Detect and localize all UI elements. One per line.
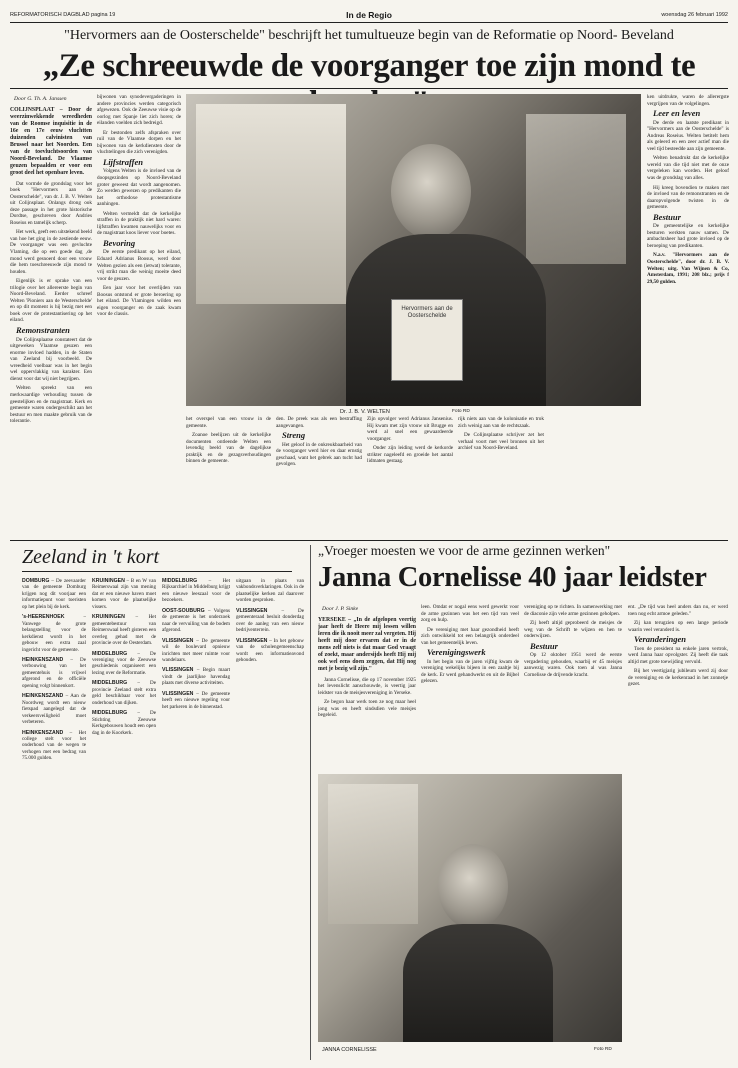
section-rule	[10, 540, 728, 541]
news-item	[162, 608, 230, 634]
news-place: HEINKENSZAND	[22, 729, 64, 736]
article2-column-4	[628, 604, 728, 1060]
article2-kicker: „Vroeger moesten we voor de arme gezinnen werken"	[318, 543, 611, 558]
paragraph: Eigenlijk is er sprake van een trilogie over het allereerste begin van Noord-Beveland. Eerder schreef Welten 'Pioniers aan de Westerschelde' en op dit moment is hij bezig met een boek over de protestantisering op het eiland.	[10, 278, 92, 324]
article1-column-1	[10, 94, 92, 534]
news-place: MIDDELBURG	[162, 578, 198, 584]
news-item	[162, 667, 230, 686]
paragraph: Een jaar voor het overlijden van Boosus ontstond er grote beroering op het eiland. De Vlamingen wilden een eigen voorganger en de zaak kwam voor de classis.	[97, 285, 181, 318]
news-place: HEINKENSZAND	[22, 656, 64, 663]
news-item	[22, 693, 86, 725]
paragraph: Welten vermeldt dat de kerkelijke straffen in de praktijk niet hard waren: lijfstraffen kwamen nauwelijks voor en de magistraat koos liever voor boetes.	[97, 210, 181, 237]
news-item	[22, 657, 86, 689]
news-place: VLISSINGEN	[162, 690, 194, 697]
paragraph: Hij kreeg bovendien te maken met de invloed van de remonstranten en de daaropvolgende twisten in de gemeente.	[647, 184, 729, 211]
paragraph: De eerste predikant op het eiland, Eduard Adrianus Boosus, werd door Welten gezien als een (ietwat) tolerante, vrij strikt man die weinig moeite deed voor de geuzen.	[97, 249, 181, 282]
news-text: – Het college stelt voor het onderhoud van de wegen te verhogen met een bedrag van 75.000 gulden.	[22, 729, 86, 762]
news-text: – De Stichting Zeeuwse Kerkgebouwen houdt een open dag in de Koorkerk.	[92, 710, 156, 736]
article1-headline: „Ze schreeuwde de voorganger toe zijn mond te	[42, 48, 696, 84]
news-text: – Het Rijksarchief in Middelburg krijgt een nieuwe leeszaal voor de bezoekers.	[162, 578, 230, 604]
news-text: – De verbouwing van het gemeentehuis is vrijwel afgerond en de officiële opening volgt binnenkort.	[22, 656, 86, 689]
paragraph: Er bestonden zelfs afspraken over ruil van de Vlaamse dorpen en het bijwonen van de kerkdiensten door de vluchtelingen die zich verenigden.	[97, 129, 181, 156]
subheading-leer-en-leven: Leer en leven	[653, 108, 701, 119]
news-place: OOST-SOUBURG	[162, 607, 205, 614]
article1-column-4	[276, 416, 362, 534]
article1-column-3	[186, 416, 271, 534]
news-item	[236, 608, 304, 634]
subheading-remonstranten: Remonstranten	[16, 325, 70, 336]
subheading-streng: Streng	[282, 430, 306, 441]
news-text: – De gemeenteraad besluit donderdag over de aanleg van een nieuw bedrijventerrein.	[236, 607, 304, 634]
zeeland-column-1	[22, 578, 86, 1060]
zeeland-column-4	[236, 578, 304, 1060]
portrait-head	[391, 144, 471, 239]
news-place: HEINKENSZAND	[22, 693, 64, 700]
paragraph: vereniging op te richten. In samenwerking met de diaconie zijn vele arme gezinnen geholpen.	[524, 604, 622, 617]
paragraph: Toen de president na enkele jaren vertrok, werd Janna haar opvolgster. Zij heeft die taak altijd met grote toewijding vervuld.	[628, 645, 728, 665]
news-place: VLISSINGEN	[162, 637, 194, 644]
masthead-section: In de Regio	[346, 10, 392, 20]
paragraph: In het begin van de jaren vijftig kwam de vereniging wekelijks bijeen in een zaaltje bij de kerk. Er werd gehandwerkt en uit de Bijbel gelezen.	[421, 658, 519, 685]
window-light	[196, 104, 346, 304]
article1-column-6	[458, 416, 544, 534]
news-place: VLISSINGEN	[236, 607, 268, 614]
news-item	[92, 680, 156, 706]
paragraph: Ze begon haar werk toen ze nog maar heel jong was en heeft sindsdien vele meisjes begeleid.	[318, 699, 416, 719]
news-item	[92, 651, 156, 677]
article2-column-1	[318, 604, 416, 768]
news-text: – De provincie Zeeland stelt extra geld beschikbaar voor het onderhoud van dijken.	[92, 680, 156, 706]
photo2-credit: Foto RD	[594, 1047, 612, 1052]
paragraph: Janna Cornelisse, die op 17 november 1925 het levenslicht aanschouwde, is veertig jaar leidster van de meisjesvereniging in Yerseke.	[318, 676, 416, 696]
masthead-paper-page: REFORMATORISCH DAGBLAD pagina 19	[10, 12, 116, 18]
news-place: KRUININGEN	[92, 614, 125, 621]
paragraph: rijk niets aan van de kolonisatie en trok zich weinig aan van de rechtszaak.	[458, 416, 544, 429]
news-item	[92, 710, 156, 736]
portrait-head	[438, 844, 508, 929]
paragraph: ken uitdrukte, waren de allerergste vergrijpen van de volgelingen.	[647, 94, 729, 107]
paragraph: ent. „De tijd was heel anders dan nu, er werd toen nog echt armoe geleden."	[628, 604, 728, 617]
book-title: Hervormers aan de Oosterschelde	[401, 306, 453, 319]
news-item	[92, 614, 156, 646]
book-reference: N.a.v. "Hervormers aan de Oosterschelde", door dr. J. B. V. Welten; uitg. Van Wijnen & Co, Amsterdam, 1991; 208 blz.; prijs f 29,50 gulden.	[647, 252, 729, 285]
paragraph: Bij het veertigjarig jubileum werd zij door de vereniging en de kerkenraad in het zonnetje gezet.	[628, 668, 728, 688]
article2-column-2	[421, 604, 519, 768]
news-place: MIDDELBURG	[92, 680, 128, 687]
article1-column-5	[367, 416, 453, 534]
paragraph: het overspel van een vrouw in de gemeente.	[186, 416, 271, 429]
news-text: – Volgens de gemeente is het onderzoek naar de vervuiling van de bodem afgerond.	[162, 607, 230, 634]
paragraph: Zij heeft altijd geprobeerd de meisjes de weg van de Schrift te wijzen en hen te onderwijzen.	[524, 620, 622, 640]
news-text: – De zeevaarder van de gemeente Domburg krijgen nog dit voorjaar een informatiepunt voor toeristen op het plein bij de kerk.	[22, 578, 86, 610]
paragraph: den. De preek was als een bestraffing aangevangen.	[276, 416, 362, 429]
subheading-bestuur: Bestuur	[653, 211, 681, 222]
subheading-veranderingen: Veranderingen	[634, 634, 686, 645]
paragraph: Dat vormde de grondslag voor het boek "Hervormers aan de Oosterschelde", van dr. J. B. V. Welten uit Colijnsplaat. Onlangs drong ook deze passage in het grote historische Dordtse, geschreven door Andries Roseius en tamelijk scherp.	[10, 180, 92, 226]
news-item	[162, 638, 230, 664]
photo2-caption: JANNA CORNELISSE	[322, 1047, 377, 1053]
paragraph: Zijn opvolger werd Adrianus Jansenius. Hij kwam met zijn vrouw uit Brugge en werd al snel een gewaardeerde voorganger.	[367, 416, 453, 442]
news-item	[162, 691, 230, 710]
masthead-date: woensdag 26 februari 1992	[661, 12, 728, 18]
paragraph: De gemeentelijke en kerkelijke besturen werkten nauw samen. De ambachtsheer had grote invloed op de beroeping van predikanten.	[647, 223, 729, 249]
news-item	[236, 578, 304, 604]
welten-photo	[186, 94, 641, 406]
subheading-verenigingswerk: Verenigingswerk	[427, 647, 486, 658]
paragraph: Het geloof in de onkreukbaarheid van de voorganger werd hier en daar ernstig geschaad, want het gebrek aan tucht had gevolgen.	[276, 441, 362, 468]
news-text: – De vereniging voor de Zeeuwse geschiedenis organiseert een lezing over de Reformatie.	[92, 650, 156, 676]
news-text: uitgaan in plaats van vakbondsverklaringen. Ook in de plaatselijke kerken zal daarover worden gesproken.	[236, 578, 304, 604]
news-text: – Begin maart vindt de jaarlijkse havendag plaats met diverse activiteiten.	[162, 667, 230, 687]
article1-byline: Door G. Th. A. Janssen	[14, 96, 67, 102]
photo1-caption: Dr. J. B. V. WELTEN	[340, 409, 390, 415]
zeeland-column-3	[162, 578, 230, 1060]
paragraph: De derde en laatste predikant in "Hervormers aan de Oosterschelde" is Andreas Roseius. Welten betitelt hem als geleerd en een zeer actief man die veel tijd besteedde aan zijn gemeente.	[647, 119, 729, 152]
paragraph: bijwonen van synodevergaderingen in andere provincies werden categorisch afgewezen. Ook de Zeeuwse visie op de oorlog met Spanje liet zich horen; de eilanden voelden zich bedreigd.	[97, 94, 181, 127]
paragraph: Op 12 oktober 1951 werd de eerste vergadering gehouden, waarbij er 45 meisjes aanwezig waren. Ook toen al was Janna Cornelisse de drijvende kracht.	[524, 652, 622, 678]
news-text: – De gemeente heeft een nieuwe regeling voor het parkeren in de binnenstad.	[162, 690, 230, 710]
news-text: – In het gebouw van de scholengemeenschap wordt een informatieavond gehouden.	[236, 637, 304, 663]
news-text: – Aan de Noordweg wordt een nieuw fietspad aangelegd dat de verkeersveiligheid moet verbeteren.	[22, 693, 86, 726]
masthead	[10, 10, 728, 23]
news-text: – B en W van Reimerswaal zijn van mening dat er een nieuwe haven moet komen voor de plaatselijke vissers.	[92, 578, 156, 610]
news-text: – Het gemeentebestuur van Reimerswaal heeft gisteren een overleg gehad met de provincie over de Oesterdam.	[92, 614, 156, 647]
news-item	[22, 578, 86, 610]
news-item	[92, 578, 156, 610]
news-text: – Vanwege de grote belangstelling voor de kerkdienst wordt in het gebouw een extra zaal ingericht voor de gemeente.	[22, 614, 86, 653]
news-item	[236, 638, 304, 664]
news-item	[22, 730, 86, 762]
news-place: 's-HEERENHOEK	[22, 614, 65, 621]
article2-lead: YERSEKE – „In de afgelopen veertig jaar heeft de Heere mij lessen willen leren die ik nooit meer zal vergeten. Hij heeft mij door ervaren dat er in de mens zelf niets is dat maar God vraagt of zoekt, maar andersijds heeft Hij mij ook wel eens doen zeggen, dat Hij nog met je bezig wil zijn."	[318, 616, 416, 672]
paragraph: Welten spreekt van een merkwaardige verhouding tussen de geestelijken en de magistraat. Kerk en gemeente waren ondergeschikt aan het bestuur en men maakte gebruik van de tolerantie.	[10, 385, 92, 425]
paragraph: Welten benadrukt dat de kerkelijke wereld van die tijd niet met de onze vergeleken kan worden. Het geloof was de grondslag van alles.	[647, 155, 729, 182]
subheading-lijfstraffen: Lijfstraffen	[103, 156, 143, 167]
paragraph: Volgens Welten is de invloed van de doopsgezinden op Noord-Beveland groter geweest dat wordt aangenomen. Zo werden gewezen op predikanten die het orthodoxe protestantisme aanhingen.	[97, 168, 181, 208]
paragraph: Zoanoe beelijzen uit de kerkelijke documenten ontleende Welten een levendig beeld van de dagelijkse praktijk en de gezagsverhoudingen binnen de gemeente.	[186, 432, 271, 465]
article2-byline: Door J. P. Sinke	[322, 606, 359, 612]
paragraph: Het werk, geeft een uitstekend beeld van hoe het ging in de zestiende eeuw. De voorganger was een gevluchte Vlaming, die op een goede dag ‚de mond werd gesnoerd door een vrouw die hem toeschreeuwde zijn mond te houden.	[10, 229, 92, 275]
news-item	[22, 614, 86, 653]
paragraph: Onder zijn leiding werd de kerkorde strikter nageleefd en groeide het aantal lidmaten gestaag.	[367, 445, 453, 465]
paragraph: De Colijnsplaatse constateert dat de uitgeweken Vlaamse geuzen een enorme invloed hadden, in de Staten van Zeeland bij voorbeeld. De wreedheid voelbaar was in het begin wel oppervlakkig van karakter. Een dienst voor dat wij niet begrijpen.	[10, 336, 92, 382]
news-place: VLISSINGEN	[162, 667, 194, 674]
book-cover	[391, 299, 463, 381]
news-place: MIDDELBURG	[92, 710, 128, 717]
portrait-body	[403, 924, 553, 1042]
paragraph: leen. Omdat er nogal eens werd gewerkt voor de arme gezinnen was het een tijd van veel zorg en hulp.	[421, 604, 519, 624]
paragraph: Zij kan terugzien op een lange periode waarin veel veranderd is.	[628, 620, 728, 633]
news-place: VLISSINGEN	[236, 637, 268, 644]
article1-kicker: "Hervormers aan de Oosterschelde" beschrijft het tumultueuze begin van de Reformatie op Noord- Beveland	[64, 28, 674, 43]
photo1-credit: Foto RD	[452, 409, 470, 414]
news-place: KRUININGEN	[92, 578, 125, 584]
section-divider	[310, 545, 311, 1060]
news-text: – De gemeente wil de boulevard opnieuw inrichten met meer ruimte voor wandelaars.	[162, 637, 230, 663]
article2-headline: Janna Cornelisse 40 jaar leidster	[318, 562, 707, 593]
cornelisse-photo	[318, 774, 622, 1042]
news-place: MIDDELBURG	[92, 650, 128, 657]
article1-column-7	[647, 94, 729, 534]
news-item	[162, 578, 230, 604]
headline-rule	[10, 88, 728, 89]
window-light	[328, 784, 418, 924]
window-light	[526, 114, 626, 264]
article1-lead: COLIJNSPLAAT – Door de weerzinwekkende wreedheden van de Roomse inquisitie in de 16e en 17e eeuw vluchtten duizenden calvinisten van Brussel naar het Noorden. Een van de toevluchtsoorden van Noord-Beveland. De Vlaamse geuzen bepaalden er voor een groot deel het openbare leven.	[10, 106, 92, 176]
paragraph: De Colijnsplaatse schrijver zet het verhaal voort met veel bronnen uit het archief van Noord-Beveland.	[458, 432, 544, 452]
subheading-bestuur: Bestuur	[530, 640, 558, 651]
subheading-beroering: Bevoring	[103, 237, 136, 248]
zeeland-section-title: Zeeland in 't kort	[22, 546, 292, 572]
article1-column-2	[97, 94, 181, 534]
zeeland-column-2	[92, 578, 156, 1060]
paragraph: De vereniging met haar gezondheid heeft zich ontwikkeld tot een belangrijk onderdeel van het gemeentelijk leven.	[421, 626, 519, 646]
news-place: DOMBURG	[22, 578, 50, 584]
article2-column-3	[524, 604, 622, 768]
